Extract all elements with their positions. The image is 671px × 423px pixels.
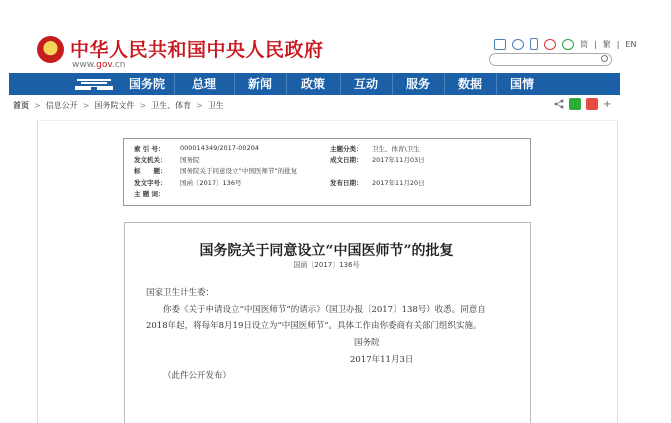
publication-note: （此件公开发布） bbox=[163, 371, 232, 381]
share-icon[interactable] bbox=[554, 99, 564, 109]
signature-date: 2017年11月3日 bbox=[350, 355, 414, 365]
lang-separator: | bbox=[616, 39, 620, 49]
lang-english-link[interactable]: EN bbox=[625, 39, 637, 49]
nav-item-premier[interactable]: 总理 bbox=[191, 77, 216, 91]
document-number: 国函〔2017〕136号 bbox=[293, 261, 360, 269]
body-paragraph-line-2: 2018年起，将每年8月19日设立为“中国医师节”。具体工作由你委商有关部门组织实施。 bbox=[146, 321, 482, 331]
body-paragraph-line-1: 你委《关于申请设立“中国医师节”的请示》（国卫办报〔2017〕138号）收悉。同意自 bbox=[163, 305, 486, 315]
index-label: 索 引 号： bbox=[134, 145, 165, 153]
lang-traditional-link[interactable]: 繁 bbox=[602, 39, 611, 49]
breadcrumb-home[interactable]: 首页 bbox=[13, 101, 29, 110]
share-bar bbox=[554, 98, 611, 110]
site-url: www.gov.cn bbox=[72, 60, 126, 70]
publish-label: 发布日期： bbox=[330, 179, 363, 187]
nav-item-data[interactable]: 数据 bbox=[457, 77, 482, 91]
nav-item-news[interactable]: 新闻 bbox=[247, 77, 272, 91]
tiananmen-icon[interactable] bbox=[73, 77, 115, 91]
title-value: 国务院关于同意设立“中国医师节”的批复 bbox=[180, 167, 298, 175]
publish-value: 2017年11月20日 bbox=[372, 179, 425, 187]
document-info-box bbox=[123, 138, 531, 206]
rss-icon[interactable] bbox=[512, 39, 524, 50]
mail-icon[interactable] bbox=[494, 39, 506, 50]
number-value: 国函〔2017〕136号 bbox=[180, 179, 242, 187]
more-share-button[interactable]: + bbox=[603, 98, 612, 110]
number-label: 发文字号： bbox=[134, 179, 167, 187]
nav-item-interaction[interactable]: 互动 bbox=[353, 77, 378, 91]
nav-item-state-council[interactable]: 国务院 bbox=[128, 77, 165, 91]
top-toolbar bbox=[494, 38, 636, 50]
lang-simplified-link[interactable]: 简 bbox=[580, 39, 588, 49]
weibo-icon[interactable] bbox=[544, 39, 556, 50]
topic-value: 卫生、体育\卫生 bbox=[372, 145, 420, 153]
salutation: 国家卫生计生委： bbox=[146, 288, 215, 298]
nav-item-national-info[interactable]: 国情 bbox=[509, 77, 534, 91]
document-title: 国务院关于同意设立“中国医师节”的批复 bbox=[199, 243, 454, 259]
breadcrumb-info-disclosure[interactable]: 信息公开 bbox=[45, 101, 78, 110]
topic-label: 主题分类： bbox=[330, 145, 363, 153]
search-icon[interactable] bbox=[601, 55, 608, 62]
date-written-value: 2017年11月03日 bbox=[372, 156, 425, 164]
breadcrumb-health[interactable]: 卫生 bbox=[207, 101, 224, 110]
signature: 国务院 bbox=[354, 338, 380, 348]
keywords-label: 主 题 词： bbox=[134, 190, 165, 198]
mobile-icon[interactable] bbox=[530, 38, 538, 50]
nav-item-services[interactable]: 服务 bbox=[405, 77, 430, 91]
nav-item-policy[interactable]: 政策 bbox=[300, 77, 325, 91]
wechat-share-icon[interactable] bbox=[569, 98, 581, 110]
search-input[interactable] bbox=[489, 53, 612, 66]
wechat-icon[interactable] bbox=[562, 39, 574, 50]
national-emblem-logo bbox=[37, 36, 64, 63]
breadcrumb-state-council-docs[interactable]: 国务院文件 bbox=[94, 101, 135, 110]
index-value: 000014349/2017-00204 bbox=[180, 144, 259, 152]
lang-separator: | bbox=[594, 39, 597, 49]
breadcrumb: 首页 > 信息公开 > 国务院文件 > 卫生、体育 > 卫生 bbox=[13, 101, 224, 110]
issuer-value: 国务院 bbox=[180, 156, 200, 164]
title-label: 标 题： bbox=[134, 167, 167, 175]
weibo-share-icon[interactable] bbox=[586, 98, 598, 110]
breadcrumb-health-sports[interactable]: 卫生、体育 bbox=[151, 101, 192, 110]
issuer-label: 发文机关： bbox=[134, 156, 167, 164]
date-written-label: 成文日期： bbox=[330, 156, 363, 164]
site-title: 中华人民共和国中央人民政府 bbox=[70, 39, 324, 61]
